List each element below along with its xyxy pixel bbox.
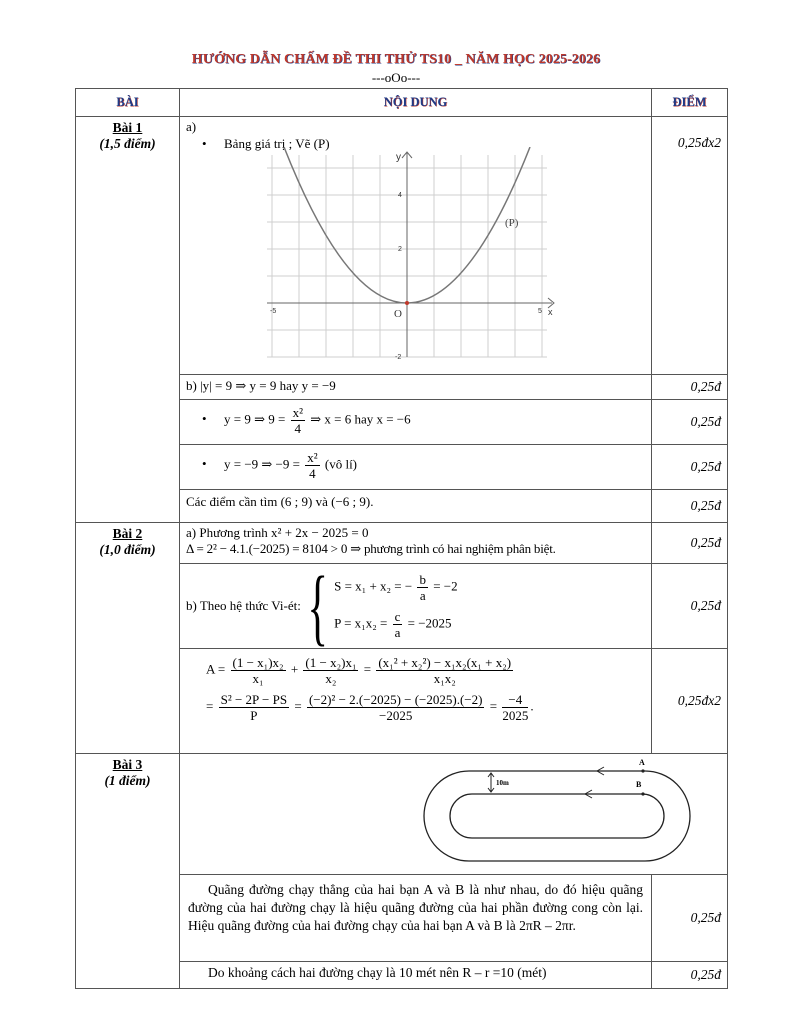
bai2-cell [76, 523, 180, 754]
formula1-term3: $\frac{\text{(x₁² + x₂²) − x₁x₂(x₁ + x₂)}}{\text{x₁x₂}}$ [378, 655, 512, 686]
page-title: HƯỚNG DẪN CHẤM ĐỀ THI THỬ TS10 _ NĂM HỌC 2025-2026 [191, 52, 601, 67]
bai3-track-row [76, 754, 728, 875]
formula2-eq2: = [294, 698, 302, 714]
formula1-term1: $\frac{\text{(1 − x₁)x₂}}{\text{x₁}}$ [232, 655, 284, 686]
bai2-f-score: 0,25đx2 [652, 649, 728, 754]
tick-xn5: -5 [270, 308, 277, 315]
formula2-eq1: = [206, 698, 214, 714]
bai1-b3-score: 0,25đ [652, 445, 728, 490]
tick-y2: 2 [398, 246, 402, 253]
tick-yn2: -2 [395, 354, 402, 361]
bai3-points: (1 điểm) [104, 773, 151, 788]
parabola-graph [262, 147, 562, 362]
vieta-s-post: = −2 [433, 578, 458, 594]
bai1-a-score: 0,25đx2 [652, 117, 728, 375]
vieta-s-frac: $\frac{b}{a}$ [419, 572, 426, 603]
bai2-name: Bài 2 [112, 526, 143, 541]
running-track-diagram [314, 754, 714, 870]
width-label: 10m [496, 779, 509, 787]
formula2-eq3: = [489, 698, 498, 714]
formula2-end: . [530, 698, 534, 714]
bai1-b2-pre: y = 9 ⇒ 9 = [224, 411, 286, 427]
vieta-p-frac: $\frac{c}{a}$ [394, 609, 401, 640]
formula2-term2: $\frac{\text{(−2)² − 2.(−2025) − (−2025).(−2)}}{-2025}$ [308, 692, 483, 723]
bai1-b3-pre: y = −9 ⇒ −9 = [224, 456, 300, 472]
curve-label: (P) [505, 217, 519, 229]
page-subtitle: ---oOo--- [371, 70, 421, 85]
bai1-a-cell: a) • Bảng giá trị ; Vẽ (P) y x 4 2 -2 -5 5 O (P) [180, 117, 652, 375]
col-bai: BÀI [76, 89, 180, 117]
x-axis-label: x [548, 307, 553, 317]
origin-label: O [394, 308, 402, 320]
point-b [641, 792, 644, 795]
bai1-b2-frac: $\frac{\text{x²}}{4}$ [292, 405, 303, 436]
tick-x5: 5 [538, 308, 542, 315]
bai1-b1-text: b) |y| = 9 ⇒ y = 9 hay y = −9 [186, 378, 336, 393]
formula1-term2: $\frac{\text{(1 − x₂)x₁}}{\text{x₂}}$ [305, 655, 357, 686]
bai2-a-score: 0,25đ [652, 523, 728, 564]
bai2-b-label: b) Theo hệ thức Vi-ét: [186, 598, 301, 613]
bai1-name: Bài 1 [112, 120, 143, 135]
bai2-b-score: 0,25đ [652, 564, 728, 649]
bai2-a-line2: Δ = 2² − 4.1.(−2025) = 8104 > 0 ⇒ phương trình có hai nghiệm phân biệt. [186, 541, 556, 556]
bai1-b3-post: (vô lí) [324, 456, 358, 472]
bai1-b3-row: • y = −9 ⇒ −9 = $\frac{\text{x²}}{4}$ (vô lí) 0,25đ [76, 445, 728, 490]
bai1-a-label: a) [186, 119, 197, 134]
y-axis-label: y [396, 152, 401, 163]
bai1-b2-row: • y = 9 ⇒ 9 = $\frac{\text{x²}}{4}$ ⇒ x = 6 hay x = −6 0,25đ [76, 400, 728, 445]
bai1-b1-score: 0,25đ [652, 375, 728, 400]
bai3-p2-text: Do khoảng cách hai đường chạy là 10 mét nên R – r =10 (mét) [208, 965, 547, 980]
bai1-b4-text: Các điểm cần tìm (6 ; 9) và (−6 ; 9). [186, 494, 374, 509]
inner-track [450, 794, 664, 838]
bai2-a-line1: a) Phương trình x² + 2x − 2025 = 0 [186, 525, 369, 540]
bai1-points: (1,5 điểm) [99, 136, 156, 151]
bai2-points: (1,0 điểm) [99, 542, 156, 557]
vieta-p-post: = −2025 [407, 615, 452, 631]
label-a: A [639, 758, 645, 767]
bai3-p1-score: 0,25đ [652, 875, 728, 962]
formula2-term3: $\frac{-4}{2025}$ [502, 692, 529, 723]
point-a [641, 769, 644, 772]
col-noidung: NỘI DUNG [180, 89, 652, 117]
bai1-b2-score: 0,25đ [652, 400, 728, 445]
bai3-p1-text: Quãng đường chạy thẳng của hai bạn A và B là như nhau, do đó hiệu quãng đường của hai đường chạy là hiệu quãng đường của hai phần đường cong còn lại. Hiệu quãng đường của hai đường chạy của hai bạn A và B là 2πR – 2πr. [188, 882, 643, 933]
formula2-term1: $\frac{\text{S² − 2P − PS}}{P}$ [220, 692, 288, 723]
system-brace: { [307, 558, 328, 654]
bai3-p2-score: 0,25đ [652, 962, 728, 989]
grading-table [75, 88, 728, 989]
bai3-name: Bài 3 [112, 757, 143, 772]
table-header [76, 89, 728, 117]
bai1-row [76, 117, 728, 375]
bai1-b2-post: ⇒ x = 6 hay x = −6 [310, 411, 411, 427]
origin-point [405, 301, 409, 305]
bai1-cell [76, 117, 180, 523]
col-diem: ĐIỂM [652, 89, 728, 117]
bai3-cell [76, 754, 180, 989]
bai1-b4-score: 0,25đ [652, 490, 728, 523]
label-b: B [636, 780, 642, 789]
formula1-plus: + [290, 661, 299, 677]
bai1-a-bullet: Bảng giá trị ; Vẽ (P) [224, 136, 330, 151]
bai2-a-row [76, 523, 728, 564]
tick-y4: 4 [398, 192, 402, 199]
vieta-p-pre: P = x₁x₂ = [334, 615, 388, 631]
vieta-s-pre: S = x₁ + x₂ = − [334, 578, 413, 594]
outer-track [424, 771, 690, 861]
bai1-b3-frac: $\frac{\text{x²}}{4}$ [307, 450, 318, 481]
formula1-eq: = [363, 661, 372, 677]
formula1-lhs: A = [206, 661, 226, 677]
